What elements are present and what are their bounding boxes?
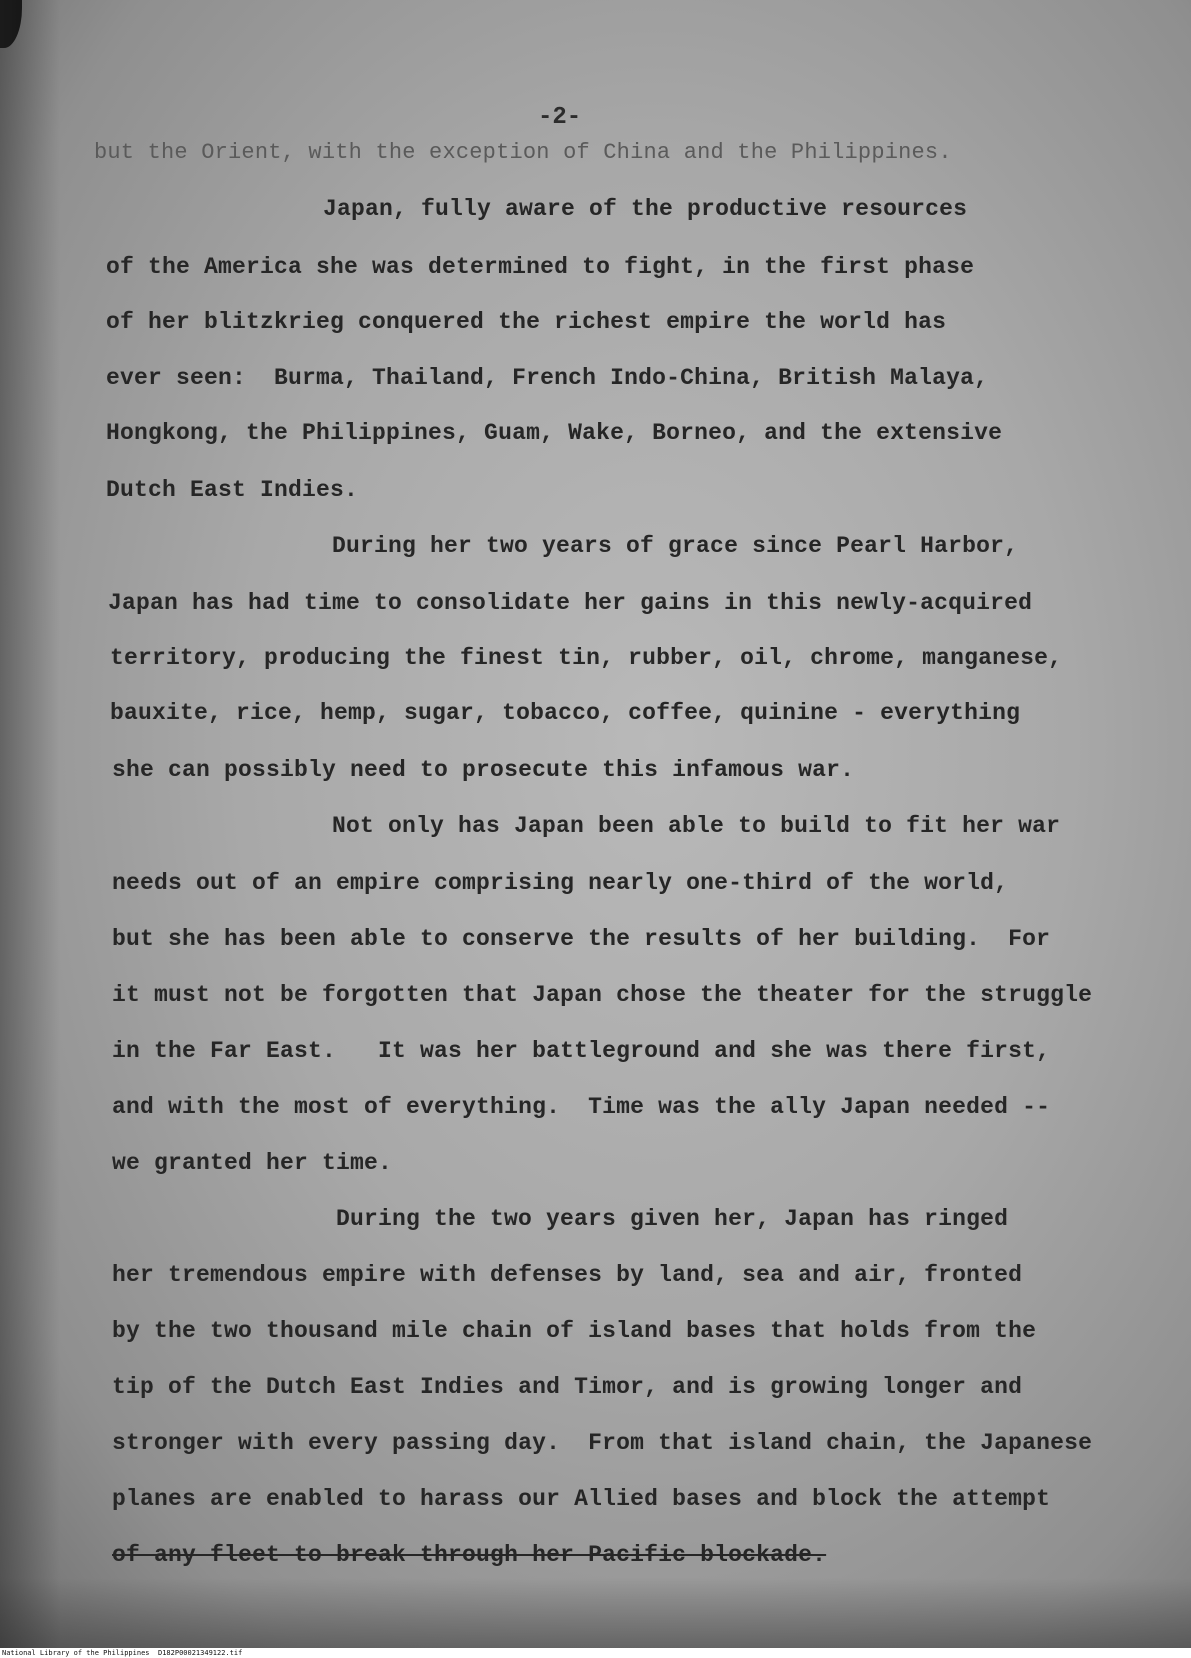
- text-line: and with the most of everything. Time was the ally Japan needed --: [112, 1094, 1051, 1120]
- text-line: we granted her time.: [112, 1150, 393, 1176]
- text-line: of her blitzkrieg conquered the richest empire the world has: [106, 309, 947, 335]
- text-line: she can possibly need to prosecute this infamous war.: [112, 757, 855, 783]
- footer-filename: D182P00021349122.tif: [158, 1649, 243, 1657]
- text-line: Japan has had time to consolidate her gains in this newly-acquired: [108, 590, 1033, 616]
- scan-footer: [0, 1648, 1191, 1658]
- text-line: planes are enabled to harass our Allied bases and block the attempt: [112, 1486, 1051, 1512]
- text-line: ever seen: Burma, Thailand, French Indo-China, British Malaya,: [106, 365, 989, 391]
- text-line: her tremendous empire with defenses by land, sea and air, fronted: [112, 1262, 1023, 1288]
- text-line: During the two years given her, Japan has ringed: [336, 1206, 1009, 1232]
- text-line: territory, producing the finest tin, rubber, oil, chrome, manganese,: [110, 645, 1063, 671]
- text-line: bauxite, rice, hemp, sugar, tobacco, coffee, quinine - everything: [110, 700, 1021, 726]
- page-number: -2-: [538, 104, 582, 131]
- text-line: Hongkong, the Philippines, Guam, Wake, Borneo, and the extensive: [106, 420, 1003, 446]
- text-line: Japan, fully aware of the productive resources: [323, 196, 968, 222]
- text-line: but the Orient, with the exception of China and the Philippines.: [94, 140, 952, 165]
- footer-library-name: National Library of the Philippines: [2, 1649, 150, 1657]
- text-line: Not only has Japan been able to build to fit her war: [332, 813, 1061, 839]
- text-line: by the two thousand mile chain of island bases that holds from the: [112, 1318, 1037, 1344]
- text-line: During her two years of grace since Pearl Harbor,: [332, 533, 1019, 559]
- text-line: but she has been able to conserve the results of her building. For: [112, 926, 1051, 952]
- text-line: needs out of an empire comprising nearly one-third of the world,: [112, 870, 1009, 896]
- text-line: tip of the Dutch East Indies and Timor, and is growing longer and: [112, 1374, 1023, 1400]
- scan-corner-shadow: [0, 0, 22, 48]
- text-line: in the Far East. It was her battleground and she was there first,: [112, 1038, 1051, 1064]
- text-line: Dutch East Indies.: [106, 477, 359, 503]
- text-line: of the America she was determined to fight, in the first phase: [106, 254, 975, 280]
- text-line: it must not be forgotten that Japan chose the theater for the struggle: [112, 982, 1093, 1008]
- text-line: stronger with every passing day. From that island chain, the Japanese: [112, 1430, 1093, 1456]
- text-line: of any fleet to break through her Pacific blockade.: [112, 1542, 827, 1568]
